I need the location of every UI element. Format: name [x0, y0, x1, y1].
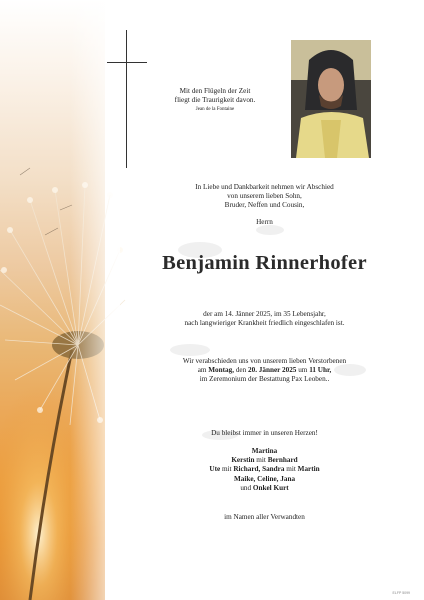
funeral-line: im Zeremonium der Bestattung Pax Leoben.. [199, 375, 330, 384]
funeral-line: am Montag, den 20. Jänner 2025 um 11 Uhr, [197, 366, 332, 375]
dandelion-sunset-image [0, 0, 105, 600]
quote-author: Jean de la Fontaine [195, 106, 235, 112]
quote-line: fliegt die Traurigkeit davon. [174, 96, 256, 105]
mourner: Maike, Celine, Jana [233, 474, 296, 483]
funeral-info [105, 357, 424, 385]
salutation: Herrn [256, 217, 273, 226]
closing-line: Du bleibst immer in unseren Herzen! [211, 429, 318, 437]
quote-line: Mit den Flügeln der Zeit [179, 87, 251, 95]
deceased-name: Benjamin Rinnerhofer [162, 252, 367, 274]
cross-icon-bar [107, 62, 147, 63]
intro-line: In Liebe und Dankbarkeit nehmen wir Abschied [195, 183, 334, 191]
signature-line: im Namen aller Verwandten [224, 513, 305, 521]
death-info-line: nach langwieriger Krankheit friedlich eingeschlafen ist. [184, 319, 345, 328]
intro-line: von unserem lieben Sohn, [227, 192, 302, 201]
intro-block [105, 183, 424, 227]
death-info [105, 310, 424, 328]
mourner: Martina [251, 447, 278, 455]
mourner: Ute mit Richard, Sandra mit Martin [209, 465, 320, 474]
footer-code: ELFP 5099 [392, 591, 410, 595]
funeral-date: 20. Jänner 2025 [248, 366, 297, 375]
mourners-list [105, 447, 424, 493]
funeral-time: 11 Uhr, [309, 366, 332, 375]
funeral-day: Montag, [208, 366, 235, 375]
mourner: Kerstin mit Bernhard [231, 456, 298, 465]
funeral-line: Wir verabschieden uns von unserem lieben Verstorbenen [182, 357, 347, 365]
quote-block [140, 87, 290, 113]
mourner: und Onkel Kurt [240, 483, 289, 492]
cross-icon [126, 30, 127, 168]
intro-line: Bruder, Neffen und Cousin, [224, 201, 305, 210]
death-info-line: der am 14. Jänner 2025, im 35 Lebensjahr, [203, 310, 326, 318]
portrait-photo [291, 40, 371, 158]
